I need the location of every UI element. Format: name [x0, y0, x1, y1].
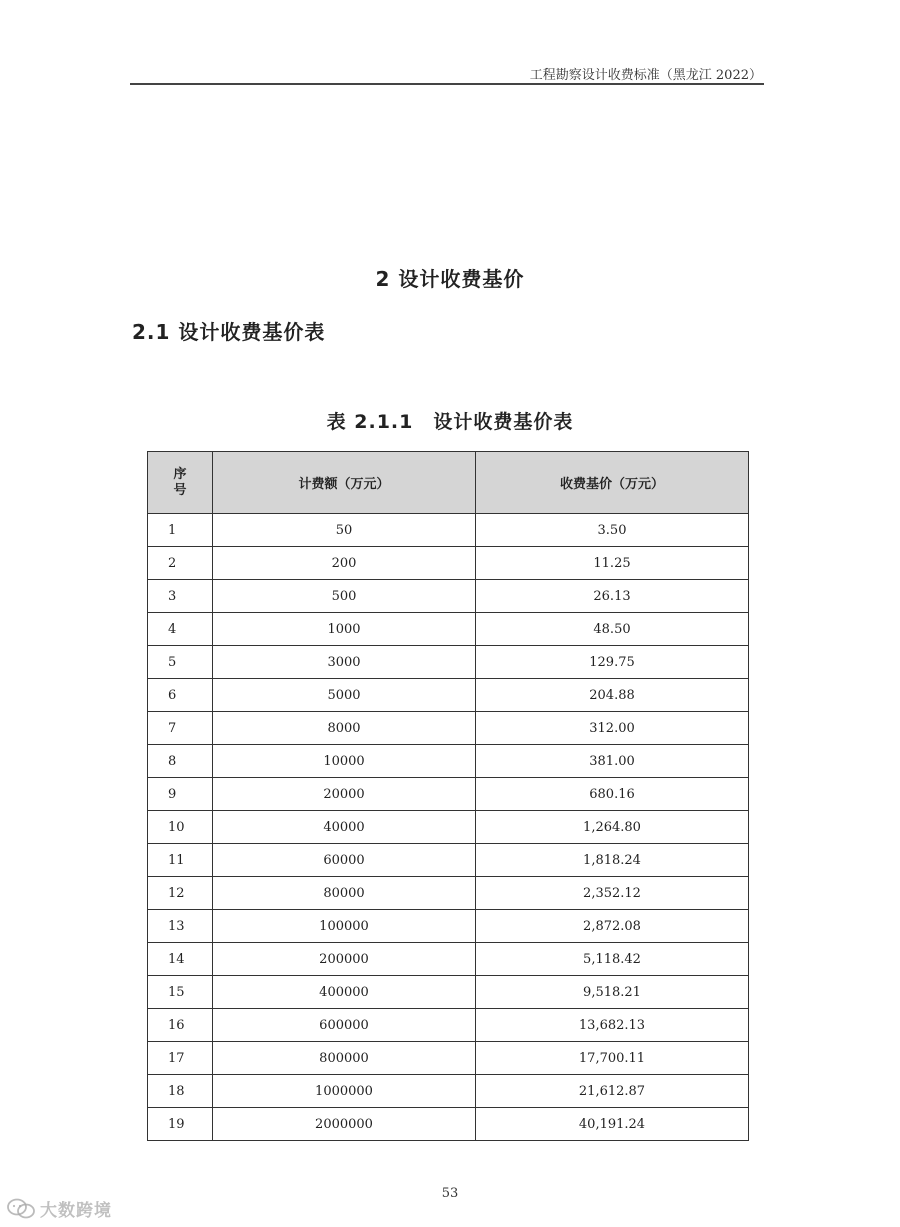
table-row — [148, 976, 749, 1009]
cell-amount: 10000 — [213, 745, 476, 778]
table-row — [148, 1108, 749, 1141]
cell-fee: 1,264.80 — [476, 811, 749, 844]
table-row — [148, 679, 749, 712]
table-caption: 表 2.1.1 设计收费基价表 — [326, 411, 574, 433]
table-body — [148, 514, 749, 1141]
cell-amount: 40000 — [213, 811, 476, 844]
cell-index: 6 — [148, 679, 213, 712]
cell-index: 14 — [148, 943, 213, 976]
cell-index: 13 — [148, 910, 213, 943]
cell-amount: 8000 — [213, 712, 476, 745]
cell-index: 2 — [148, 547, 213, 580]
cell-index: 19 — [148, 1108, 213, 1141]
table-row — [148, 547, 749, 580]
cell-fee: 204.88 — [476, 679, 749, 712]
cell-amount: 200 — [213, 547, 476, 580]
table-row — [148, 778, 749, 811]
table-row — [148, 646, 749, 679]
wechat-bubbles-icon — [6, 1198, 36, 1220]
cell-index: 15 — [148, 976, 213, 1009]
cell-amount: 100000 — [213, 910, 476, 943]
cell-index: 7 — [148, 712, 213, 745]
header-index — [148, 452, 213, 514]
cell-index: 4 — [148, 613, 213, 646]
cell-amount: 80000 — [213, 877, 476, 910]
section-title: 2.1 设计收费基价表 — [132, 320, 326, 344]
cell-amount: 400000 — [213, 976, 476, 1009]
cell-amount: 1000 — [213, 613, 476, 646]
table-row — [148, 1042, 749, 1075]
header-rule — [130, 83, 764, 85]
cell-index: 12 — [148, 877, 213, 910]
running-header: 工程勘察设计收费标准（黑龙江 2022） — [529, 68, 762, 83]
cell-fee: 680.16 — [476, 778, 749, 811]
cell-index: 3 — [148, 580, 213, 613]
table-header-row — [148, 452, 749, 514]
cell-amount: 3000 — [213, 646, 476, 679]
table-row — [148, 943, 749, 976]
watermark — [6, 1196, 112, 1221]
cell-amount: 200000 — [213, 943, 476, 976]
cell-index: 5 — [148, 646, 213, 679]
header-index-label: 序 号 — [173, 466, 187, 498]
cell-index: 10 — [148, 811, 213, 844]
cell-amount: 5000 — [213, 679, 476, 712]
cell-fee: 40,191.24 — [476, 1108, 749, 1141]
table-row — [148, 745, 749, 778]
table-row — [148, 1009, 749, 1042]
table-row — [148, 712, 749, 745]
header-fee: 收费基价（万元） — [476, 452, 749, 514]
table-row — [148, 580, 749, 613]
cell-amount: 1000000 — [213, 1075, 476, 1108]
cell-fee: 2,872.08 — [476, 910, 749, 943]
cell-amount: 20000 — [213, 778, 476, 811]
table-row — [148, 877, 749, 910]
cell-fee: 129.75 — [476, 646, 749, 679]
table-row — [148, 514, 749, 547]
cell-index: 18 — [148, 1075, 213, 1108]
cell-amount: 600000 — [213, 1009, 476, 1042]
cell-fee: 3.50 — [476, 514, 749, 547]
cell-amount: 2000000 — [213, 1108, 476, 1141]
watermark-text: 大数跨境 — [40, 1201, 112, 1221]
header-amount: 计费额（万元） — [213, 452, 476, 514]
cell-fee: 9,518.21 — [476, 976, 749, 1009]
table-row — [148, 613, 749, 646]
cell-fee: 312.00 — [476, 712, 749, 745]
cell-fee: 381.00 — [476, 745, 749, 778]
cell-index: 11 — [148, 844, 213, 877]
table-row — [148, 910, 749, 943]
table-row — [148, 811, 749, 844]
cell-index: 9 — [148, 778, 213, 811]
cell-fee: 26.13 — [476, 580, 749, 613]
cell-fee: 11.25 — [476, 547, 749, 580]
cell-amount: 50 — [213, 514, 476, 547]
page-number: 53 — [441, 1186, 459, 1201]
cell-fee: 13,682.13 — [476, 1009, 749, 1042]
cell-fee: 1,818.24 — [476, 844, 749, 877]
cell-index: 16 — [148, 1009, 213, 1042]
cell-index: 17 — [148, 1042, 213, 1075]
table-row — [148, 1075, 749, 1108]
cell-amount: 60000 — [213, 844, 476, 877]
cell-fee: 21,612.87 — [476, 1075, 749, 1108]
cell-fee: 17,700.11 — [476, 1042, 749, 1075]
chapter-title: 2 设计收费基价 — [375, 267, 525, 291]
cell-amount: 800000 — [213, 1042, 476, 1075]
cell-fee: 5,118.42 — [476, 943, 749, 976]
cell-fee: 48.50 — [476, 613, 749, 646]
cell-index: 1 — [148, 514, 213, 547]
fee-base-price-table — [147, 451, 749, 1141]
cell-index: 8 — [148, 745, 213, 778]
cell-amount: 500 — [213, 580, 476, 613]
table-row — [148, 844, 749, 877]
cell-fee: 2,352.12 — [476, 877, 749, 910]
